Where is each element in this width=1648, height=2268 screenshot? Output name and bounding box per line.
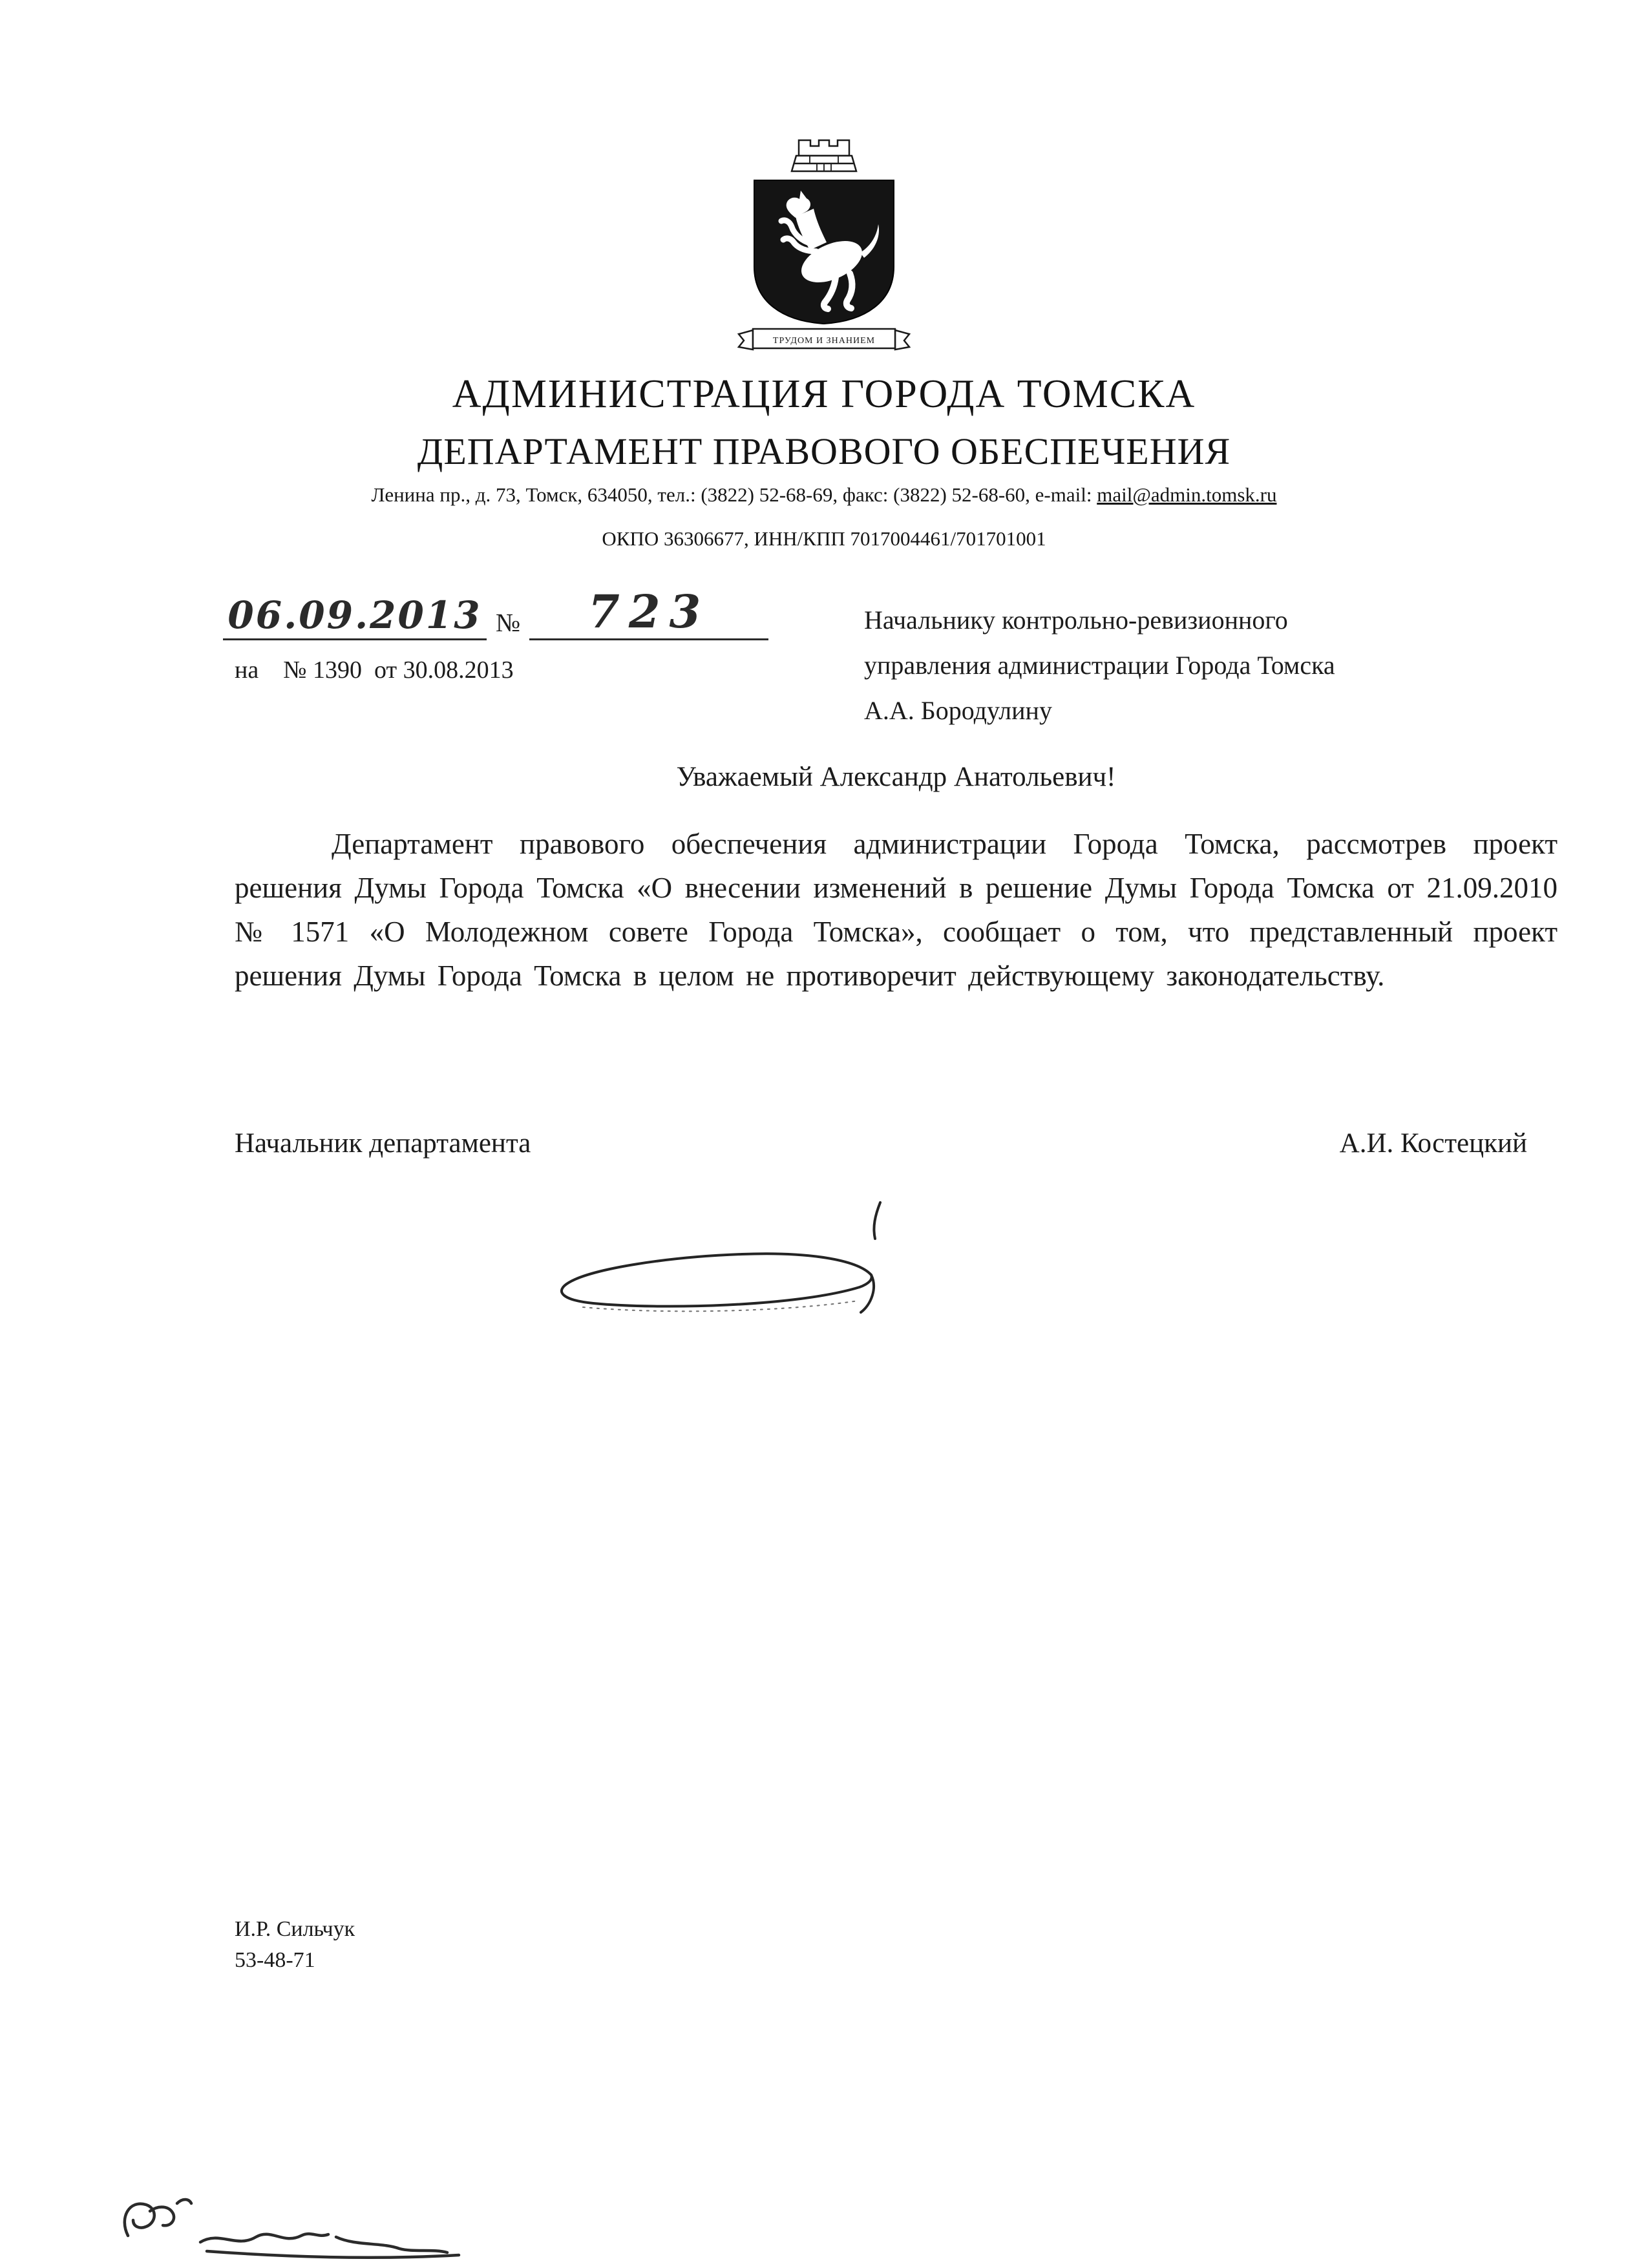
outgoing-number-handwritten: 723	[529, 585, 768, 640]
reply-reference: на № 1390 от 30.08.2013	[235, 656, 514, 684]
recipient-block	[864, 598, 1549, 733]
executor-name: И.Р. Сильчук	[235, 1917, 355, 1941]
recipient-line-3: А.А. Бородулину	[864, 696, 1052, 725]
executor-block	[235, 1914, 355, 1976]
body-paragraph: Департамент правового обеспечения администрации Города Томска, рассмотрев проект решения Думы Города Томска «О внесении изменений в решение Думы Города Томска от 21.09.2010 № 1571 «О Молодежном совете Города Томска», сообщает о том, что представленный проект решения Думы Города Томска в целом не противоречит действующему законодательству.	[235, 828, 1558, 992]
reference-row	[223, 585, 768, 643]
salutation: Уважаемый Александр Анатольевич!	[676, 762, 1116, 792]
executor-phone: 53-48-71	[235, 1948, 315, 1972]
signer-name: А.И. Костецкий	[1339, 1128, 1527, 1159]
org-name-line1: АДМИНИСТРАЦИЯ ГОРОДА ТОМСКА	[452, 372, 1196, 416]
outgoing-date-handwritten: 06.09.2013	[223, 593, 487, 640]
contact-address-phone: Ленина пр., д. 73, Томск, 634050, тел.: (3822) 52-68-69, факс: (3822) 52-68-60, e-mail:	[371, 483, 1097, 506]
corner-scribble	[110, 2192, 472, 2268]
tomsk-coat-of-arms	[727, 132, 921, 368]
signature-row	[235, 1128, 1527, 1159]
motto-text: ТРУДОМ И ЗНАНИЕМ	[772, 336, 876, 346]
contact-line	[162, 483, 1486, 507]
number-sign: №	[496, 608, 521, 637]
contact-email: mail@admin.tomsk.ru	[1097, 483, 1277, 506]
mural-crown-icon	[792, 140, 856, 171]
org-name-line2: ДЕПАРТАМЕНТ ПРАВОВОГО ОБЕСПЕЧЕНИЯ	[417, 430, 1231, 472]
signer-position-title: Начальник департамента	[235, 1128, 531, 1159]
recipient-line-1: Начальнику контрольно-ревизионного	[864, 605, 1288, 635]
recipient-line-2: управления администрации Города Томска	[864, 651, 1335, 680]
handwritten-signature	[536, 1199, 924, 1350]
registration-line: ОКПО 36306677, ИНН/КПП 7017004461/701701001	[602, 527, 1046, 550]
coat-of-arms-graphic	[727, 132, 921, 368]
